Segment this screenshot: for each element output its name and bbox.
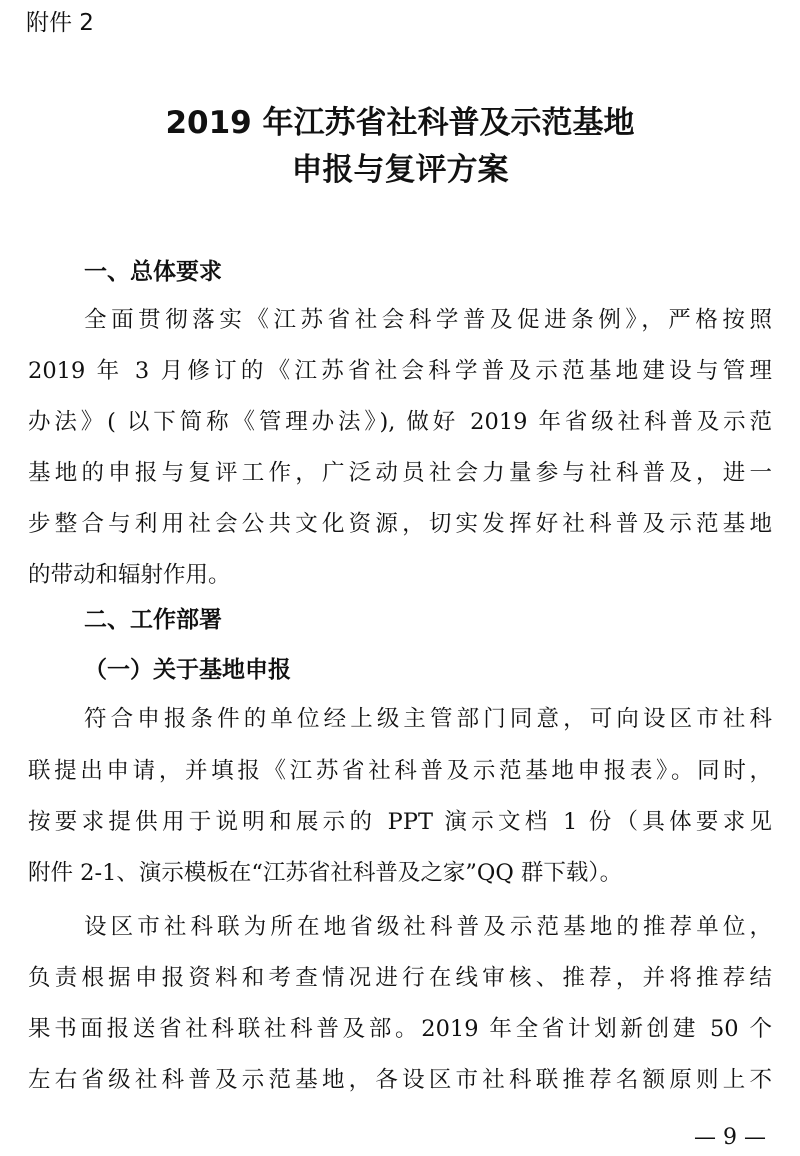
section-2-para-1-line: 按要求提供用于说明和展示的 PPT 演示文档 1 份（具体要求见 (28, 809, 772, 835)
section-1-line: 2019 年 3 月修订的《江苏省社会科学普及示范基地建设与管理 (28, 358, 772, 384)
document-title-line-1: 2019 年江苏省社科普及示范基地 (165, 105, 635, 141)
section-2-para-1-line: 符合申报条件的单位经上级主管部门同意，可向设区市社科 (84, 706, 772, 732)
section-1-heading: 一、总体要求 (84, 259, 222, 285)
section-1-line: 办法》( 以下简称《管理办法》), 做好 2019 年省级社科普及示范 (28, 409, 772, 435)
document-title-line-2: 申报与复评方案 (291, 152, 509, 188)
section-2-para-2-line: 果书面报送省社科联社科普及部。2019 年全省计划新创建 50 个 (28, 1016, 772, 1042)
section-2-para-2-line: 负责根据申报资料和考查情况进行在线审核、推荐，并将推荐结 (28, 965, 772, 991)
section-2-heading: 二、工作部署 (84, 607, 222, 633)
section-1-line: 全面贯彻落实《江苏省社会科学普及促进条例》，严格按照 (84, 307, 772, 333)
section-2-para-2-line: 设区市社科联为所在地省级社科普及示范基地的推荐单位， (84, 914, 772, 940)
section-1-line: 的带动和辐射作用。 (28, 562, 231, 588)
section-2-para-1-line: 附件 2-1、演示模板在“江苏省社科普及之家”QQ 群下载）。 (28, 860, 623, 886)
page-number: — 9 — (694, 1125, 766, 1150)
section-2-para-2-line: 左右省级社科普及示范基地，各设区市社科联推荐名额原则上不 (28, 1067, 772, 1093)
section-2-subheading: （一）关于基地申报 (84, 657, 291, 683)
section-1-line: 基地的申报与复评工作，广泛动员社会力量参与社科普及，进一 (28, 460, 772, 486)
attachment-label: 附件 2 (26, 10, 94, 36)
section-2-para-1-line: 联提出申请，并填报《江苏省社科普及示范基地申报表》。同时， (28, 758, 772, 784)
section-1-line: 步整合与利用社会公共文化资源，切实发挥好社科普及示范基地 (28, 511, 772, 537)
